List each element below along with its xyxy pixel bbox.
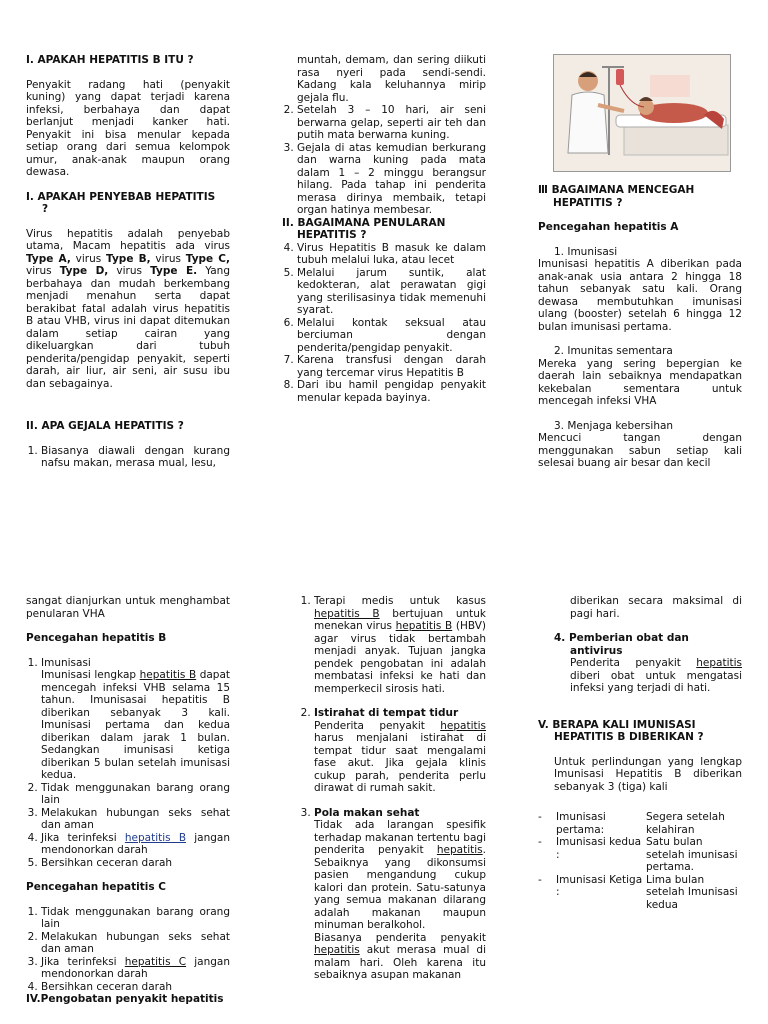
- treatment-item-4-text: Penderita penyakit hepatitis diberi obat untuk mengatasi infeksi yang terjadi di hati.: [570, 657, 742, 694]
- prev-b-item-2: 2. Tidak menggunakan barang orang lain: [41, 782, 230, 807]
- illustration-doctor-patient: [553, 54, 731, 172]
- bottom-column-2: [282, 595, 486, 982]
- treatment-item-1: 1. Terapi medis untuk kasus hepatitis B bertujuan untuk menekan virus hepatitis B (HBV) agar virus tidak bertambah menjadi anyak. Tujuan jangka pendek pengobatan ini adalah membatasi infeksi ke hati dan memperkecil sirosis hati.: [314, 595, 486, 695]
- treatment-item-3-cont: diberikan secara maksimal di pagi hari.: [570, 595, 742, 620]
- subheading-prevention-a: Pencegahan hepatitis A: [538, 221, 679, 233]
- heading-transmission-cont: HEPATITIS ?: [297, 229, 367, 241]
- treatment-item-4-heading-cont: antivirus: [570, 644, 623, 657]
- prev-c-item-3: 3. Jika terinfeksi hepatitis C jangan mendonorkan darah: [41, 956, 230, 981]
- prev-b-item-1: 1. Imunisasi Imunisasi lengkap hepatitis B dapat mencegah infeksi VHB selama 15 tahun. Imunisasai hepatitis B diberikan sebanyak 3 kali. Imunisasi pertama dan kedua diberikan dalam jarak 1 bulan. Sedangkan imunisasi ketiga diberikan 5 bulan setelah imunisasi kedua.: [41, 657, 230, 782]
- transmission-item-5: 5. Melalui jarum suntik, alat kedokteran, alat perawatan gigi yang sterilisasinya tidak memenuhi syarat.: [297, 267, 486, 317]
- heading-treatment: IV.Pengobatan penyakit hepatitis: [26, 993, 224, 1005]
- prev-a-item-2: 2. Imunitas sementara: [554, 345, 673, 357]
- symptom-item-3: 3. Gejala di atas kemudian berkurang dan warna kuning pada mata dalam 1 – 2 minggu berangsur hilang. Pada tahap ini penderita merasa dirinya membaik, tetapi organ hatinya membesar.: [297, 142, 486, 217]
- prev-c-item-1: 1. Tidak menggunakan barang orang lain: [41, 906, 230, 931]
- symptom-item-1-cont: muntah, demam, dan sering diikuti rasa nyeri pada sendi-sendi. Kadang kala keluhannya mirip gejala flu.: [297, 54, 486, 104]
- treatment-item-2: 2. Istirahat di tempat tidur Penderita penyakit hepatitis harus menjalani istirahat di tempat tidur saat mengalami fase akut. Jika gejala klinis cukup parah, penderita perlu dirawat di rumah sakit.: [314, 707, 486, 795]
- prev-b-item-5: 5. Bersihkan ceceran darah: [41, 857, 230, 870]
- subheading-prevention-c: Pencegahan hepatitis C: [26, 881, 166, 893]
- prev-a-item-2-text: Mereka yang sering bepergian ke daerah lain sebaiknya mendapatkan kekebalan sementara untuk mencegah infeksi VHA: [538, 357, 742, 407]
- treatment-item-4-heading: 4. Pemberian obat dan: [554, 632, 689, 644]
- symptom-item-2: 2. Setelah 3 – 10 hari, air seni berwarna gelap, seperti air teh dan putih mata berwarna kuning.: [297, 104, 486, 142]
- heading-what-is: I. APAKAH HEPATITIS B ITU ?: [26, 54, 194, 66]
- prev-a-item-1-text: Imunisasi hepatitis A diberikan pada anak-anak usia antara 2 hingga 18 tahun sebanyak satu kali. Orang dewasa membutuhkan imunisasi ulang (booster) setelah 6 hingga 12 bulan imunisasi pertama.: [538, 258, 742, 333]
- bottom-column-3: [538, 595, 742, 911]
- prev-b-item-3: 3. Melakukan hubungan seks sehat dan aman: [41, 807, 230, 832]
- schedule-row-3: - Imunisasi Ketiga : Lima bulan setelah Imunisasi kedua: [538, 873, 738, 911]
- prev-c-item-4: 4. Bersihkan ceceran darah: [41, 981, 230, 994]
- top-column-1: [26, 54, 230, 470]
- heading-cause: I. APAKAH PENYEBAB HEPATITIS: [26, 190, 216, 203]
- prev-a-item-3: 3. Menjaga kebersihan: [554, 419, 674, 432]
- symptom-item-1: 1. Biasanya diawali dengan kurang nafsu makan, merasa mual, lesu,: [41, 445, 230, 470]
- hepatitis-b-link[interactable]: hepatitis B: [124, 831, 187, 844]
- transmission-item-4: 4. Virus Hepatitis B masuk ke dalam tubuh melalui luka, atau lecet: [297, 242, 486, 267]
- paragraph-cause: Virus hepatitis adalah penyebab utama, Macam hepatitis ada virus Type A, virus Type B, virus Type C, virus Type D, virus Type E. Yang berbahaya dan mudah berkembang menjadi menahun serta dapat berakibat fatal adalah virus hepatitis B atau VHB, virus ini dapat ditemukan dalam setiap cairan yang dikeluargkan dari tubuh penderita/pengidap penyakit, seperti darah, air liur, air seni, air susu ibu dan sebagainya.: [26, 227, 231, 390]
- subheading-prevention-b: Pencegahan hepatitis B: [26, 632, 167, 644]
- heading-cause-cont: ?: [42, 203, 49, 215]
- heading-prevention: Ⅲ BAGAIMANA MENCEGAH: [538, 184, 695, 196]
- heading-symptoms: II. APA GEJALA HEPATITIS ?: [26, 420, 184, 432]
- heading-immunization-count-cont: HEPATITIS B DIBERIKAN ?: [554, 731, 704, 743]
- prev-c-item-2: 2. Melakukan hubungan seks sehat dan aman: [41, 931, 230, 956]
- transmission-item-8: 8. Dari ibu hamil pengidap penyakit menular kepada bayinya.: [297, 379, 486, 404]
- prev-b-item-4: 4. Jika terinfeksi hepatitis B jangan mendonorkan darah: [41, 832, 230, 857]
- schedule-row-2: - Imunisasi kedua : Satu bulan setelah imunisasi pertama.: [538, 836, 738, 873]
- paragraph-immunization-count: Untuk perlindungan yang lengkap Imunisasi Hepatitis B diberikan sebanyak 3 (tiga) kali: [554, 755, 742, 793]
- prev-a-item-1: 1. Imunisasi: [554, 245, 618, 258]
- heading-transmission: II. BAGAIMANA PENULARAN: [282, 216, 446, 229]
- transmission-item-7: 7. Karena transfusi dengan darah yang tercemar virus Hepatitis B: [297, 354, 486, 379]
- schedule-row-1: - Imunisasi pertama: Segera setelah kelahiran: [538, 811, 725, 836]
- heading-prevention-cont: HEPATITIS ?: [553, 196, 623, 209]
- prev-a-item-3-text: Mencuci tangan dengan menggunakan sabun setiap kali selesai buang air besar dan kecil: [538, 432, 742, 469]
- bottom-column-1: [26, 595, 230, 1006]
- top-column-3: [538, 54, 742, 470]
- treatment-item-3: 3. Pola makan sehat Tidak ada larangan spesifik terhadap makanan tertentu bagi penderita penyakit hepatitis. Sebaiknya yang dikonsumsi pasien mengandung cukup kalori dan protein. Satu-satunya yang semua makanan dilarang adalah makanan maupun minuman beralkohol. Biasanya penderita penyakit hepatitis akut merasa mual di malam hari. Oleh karena itu sebaiknya asupan makanan: [314, 807, 486, 982]
- paragraph-definition: Penyakit radang hati (penyakit kuning) yang dapat terjadi karena infeksi, berbahaya dan dapat berlanjut menjadi kanker hati. Penyakit ini bisa menular kepada setiap orang dari semua kelompok umur, anak-anak maupun orang dewasa.: [26, 78, 230, 178]
- top-column-2: [282, 54, 486, 404]
- prev-a-item-3-cont: sangat dianjurkan untuk menghambat penularan VHA: [26, 595, 230, 620]
- doctor-patient-image: [554, 55, 730, 171]
- heading-immunization-count: V. BERAPA KALI IMUNISASI: [538, 718, 696, 731]
- transmission-item-6: 6. Melalui kontak seksual atau berciuman dengan penderita/pengidap penyakit.: [297, 317, 486, 355]
